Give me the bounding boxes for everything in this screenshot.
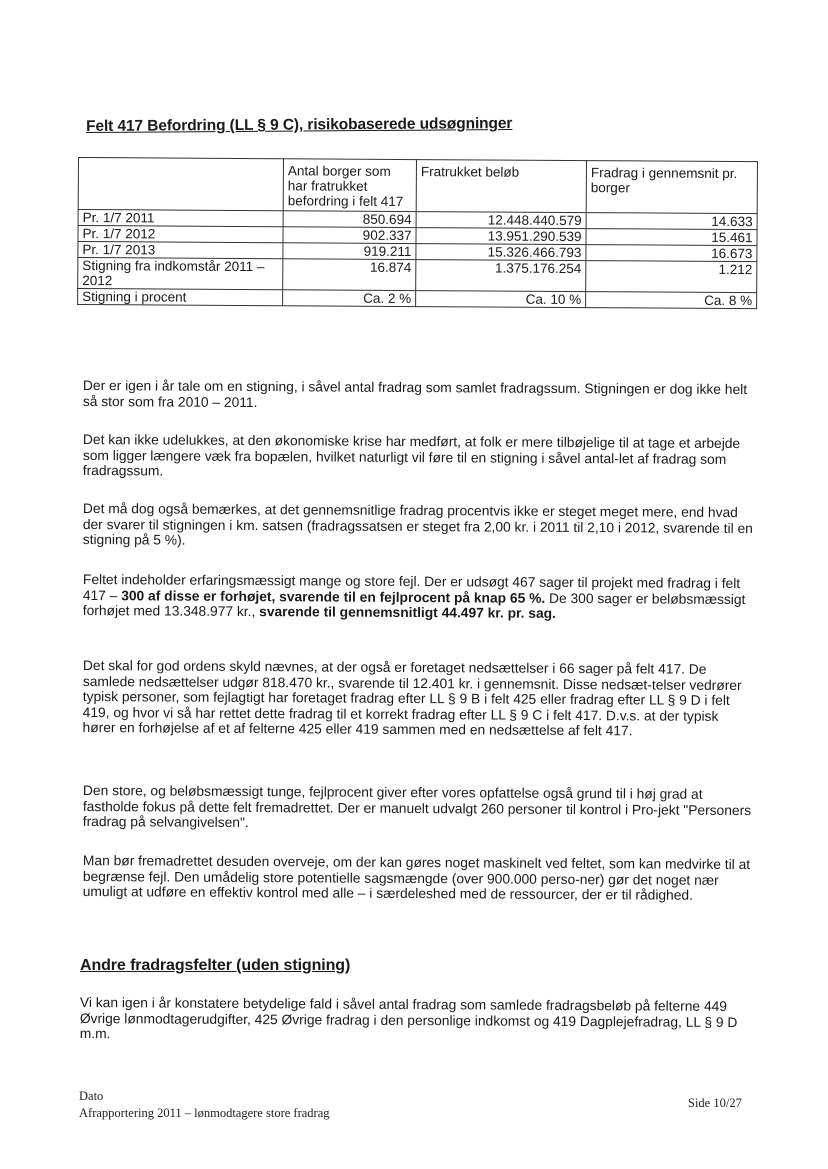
- befordring-table: [77, 157, 758, 309]
- footer-date-label: Dato: [79, 1089, 104, 1103]
- paragraph-gennemsnit: Det må dog også bemærkes, at det gennemsnitlige fradrag procentvis ikke er steget meget mere, end hvad der svarer til stigningen i km. satsen (fradragssatsen er steget fra 2,00 kr. i 2011 til 2,10 i 2012, svarende til en stigning på 5 %).: [82, 501, 753, 548]
- table-cell: 15.461: [586, 229, 757, 246]
- table-cell: 15.326.466.793: [416, 244, 586, 261]
- bold-text-run: 300 af disse er forhøjet, svarende til en fejlprocent på knap 65 %.: [121, 587, 546, 606]
- table-cell: 14.633: [586, 213, 757, 230]
- text-run: Feltet indeholder erfaringsmæssigt mange og store fejl. Der er udsøgt 467 sager til projekt med fradrag i felt 417 –: [82, 572, 741, 603]
- row-label: Pr. 1/7 2013: [78, 242, 283, 259]
- footer-page-number: Side 10/27: [688, 1096, 742, 1110]
- table-header-row: [78, 158, 757, 214]
- table-header-cell: Antal borger som har fratrukket befordring i felt 417: [283, 159, 416, 212]
- table-cell: 1.212: [586, 261, 757, 293]
- row-label: Stigning fra indkomstår 2011 – 2012: [78, 258, 283, 290]
- section-heading-felt-417: Felt 417 Befordring (LL § 9 C), risikobaserede udsøgninger: [86, 115, 513, 135]
- table-cell: 919.211: [283, 243, 416, 260]
- table-header-cell: Fradrag i gennemsnit pr. borger: [586, 161, 757, 214]
- paragraph-krise: Det kan ikke udelukkes, at den økonomiske krise har medført, at folk er mere tilbøjelige til at tage et arbejde som ligger længere væk fra bopælen, hvilket naturligt vil føre til en stigning i såvel antal-let af fradrag som fradragssum.: [82, 432, 741, 479]
- table-cell: 1.375.176.254: [416, 260, 586, 292]
- table-cell: 12.448.440.579: [416, 212, 586, 229]
- table-cell: 13.951.290.539: [416, 228, 586, 245]
- table-cell: Ca. 2 %: [283, 290, 416, 307]
- table-cell: Ca. 10 %: [416, 291, 586, 308]
- table-cell: 902.337: [283, 227, 416, 244]
- text-run: De 300 sager er beløbsmæssigt forhøjet med 13.348.977 kr.,: [82, 590, 746, 620]
- footer-left: [79, 1088, 330, 1122]
- row-label: Pr. 1/7 2011: [78, 210, 283, 227]
- paragraph-andre-fradrag: Vi kan igen i år konstatere betydelige fald i såvel antal fradrag som samlede fradragsbeløb på felterne 449 Øvrige lønmodtagerudgifter, 425 Øvrige fradrag i den personlige indkomst og 419 Dagplejefradrag, LL § 9 D m.m.: [79, 995, 738, 1042]
- table-header-cell: [78, 158, 283, 211]
- section-heading-andre-fradragsfelter: Andre fradragsfelter (uden stigning): [80, 957, 351, 974]
- bold-text-run: svarende til gennemsnitligt 44.497 kr. pr. sag.: [259, 604, 556, 621]
- row-label: Stigning i procent: [78, 289, 283, 306]
- paragraph-nedsaettelser: Det skal for god ordens skyld nævnes, at der også er foretaget nedsættelser i 66 sager på felt 417. De samlede nedsættelser udgør 818.470 kr., svarende til 12.401 kr. i gennemsnit. Disse nedsæt-telser vedrører typisk personer, som fejlagtigt har foretaget fradrag efter LL § 9 B i felt 425 eller fradrag efter LL § 9 D i felt 419, og hvor vi så har rettet dette fradrag til et korrekt fradrag efter LL § 9 C i felt 417. D.v.s. at der typisk hører en forhøjelse af et af felterne 425 eller 419 sammen med en nedsættelse af felt 417.: [82, 658, 742, 739]
- table-cell: 16.874: [283, 259, 416, 291]
- paragraph-fokus: Den store, og beløbsmæssigt tunge, fejlprocent giver efter vores opfattelse også grund til i høj grad at fastholde fokus på dette felt fremadrettet. Der er manuelt udvalgt 260 personer til kontrol i Pro-jekt "Personers fradrag på selvangivelsen".: [82, 783, 752, 831]
- table-row: [78, 258, 757, 293]
- footer-doc-title: Afrapportering 2011 – lønmodtagere store fradrag: [79, 1106, 330, 1120]
- table-header-cell: Fratrukket beløb: [416, 160, 586, 213]
- paragraph-maskinelt: Man bør fremadrettet desuden overveje, om der kan gøres noget maskinelt ved feltet, som kan medvirke til at begrænse fejl. Den umådelig store potentielle sagsmængde (over 900.000 perso-ner) gør det noget nær umuligt at udføre en effektiv kontrol med alle – i særdeleshed med de ressourcer, der er til rådighed.: [82, 853, 751, 903]
- table-cell: Ca. 8 %: [586, 292, 757, 309]
- row-label: Pr. 1/7 2012: [78, 226, 283, 243]
- paragraph-fejl: [83, 572, 755, 623]
- paragraph-stigning: Der er igen i år tale om en stigning, i såvel antal fradrag som samlet fradragssum. Stigningen er dog ikke helt så stor som fra 2010 – 2011.: [82, 378, 748, 410]
- table-row: [78, 289, 757, 309]
- table-cell: 16.673: [586, 245, 757, 262]
- table-cell: 850.694: [283, 211, 416, 228]
